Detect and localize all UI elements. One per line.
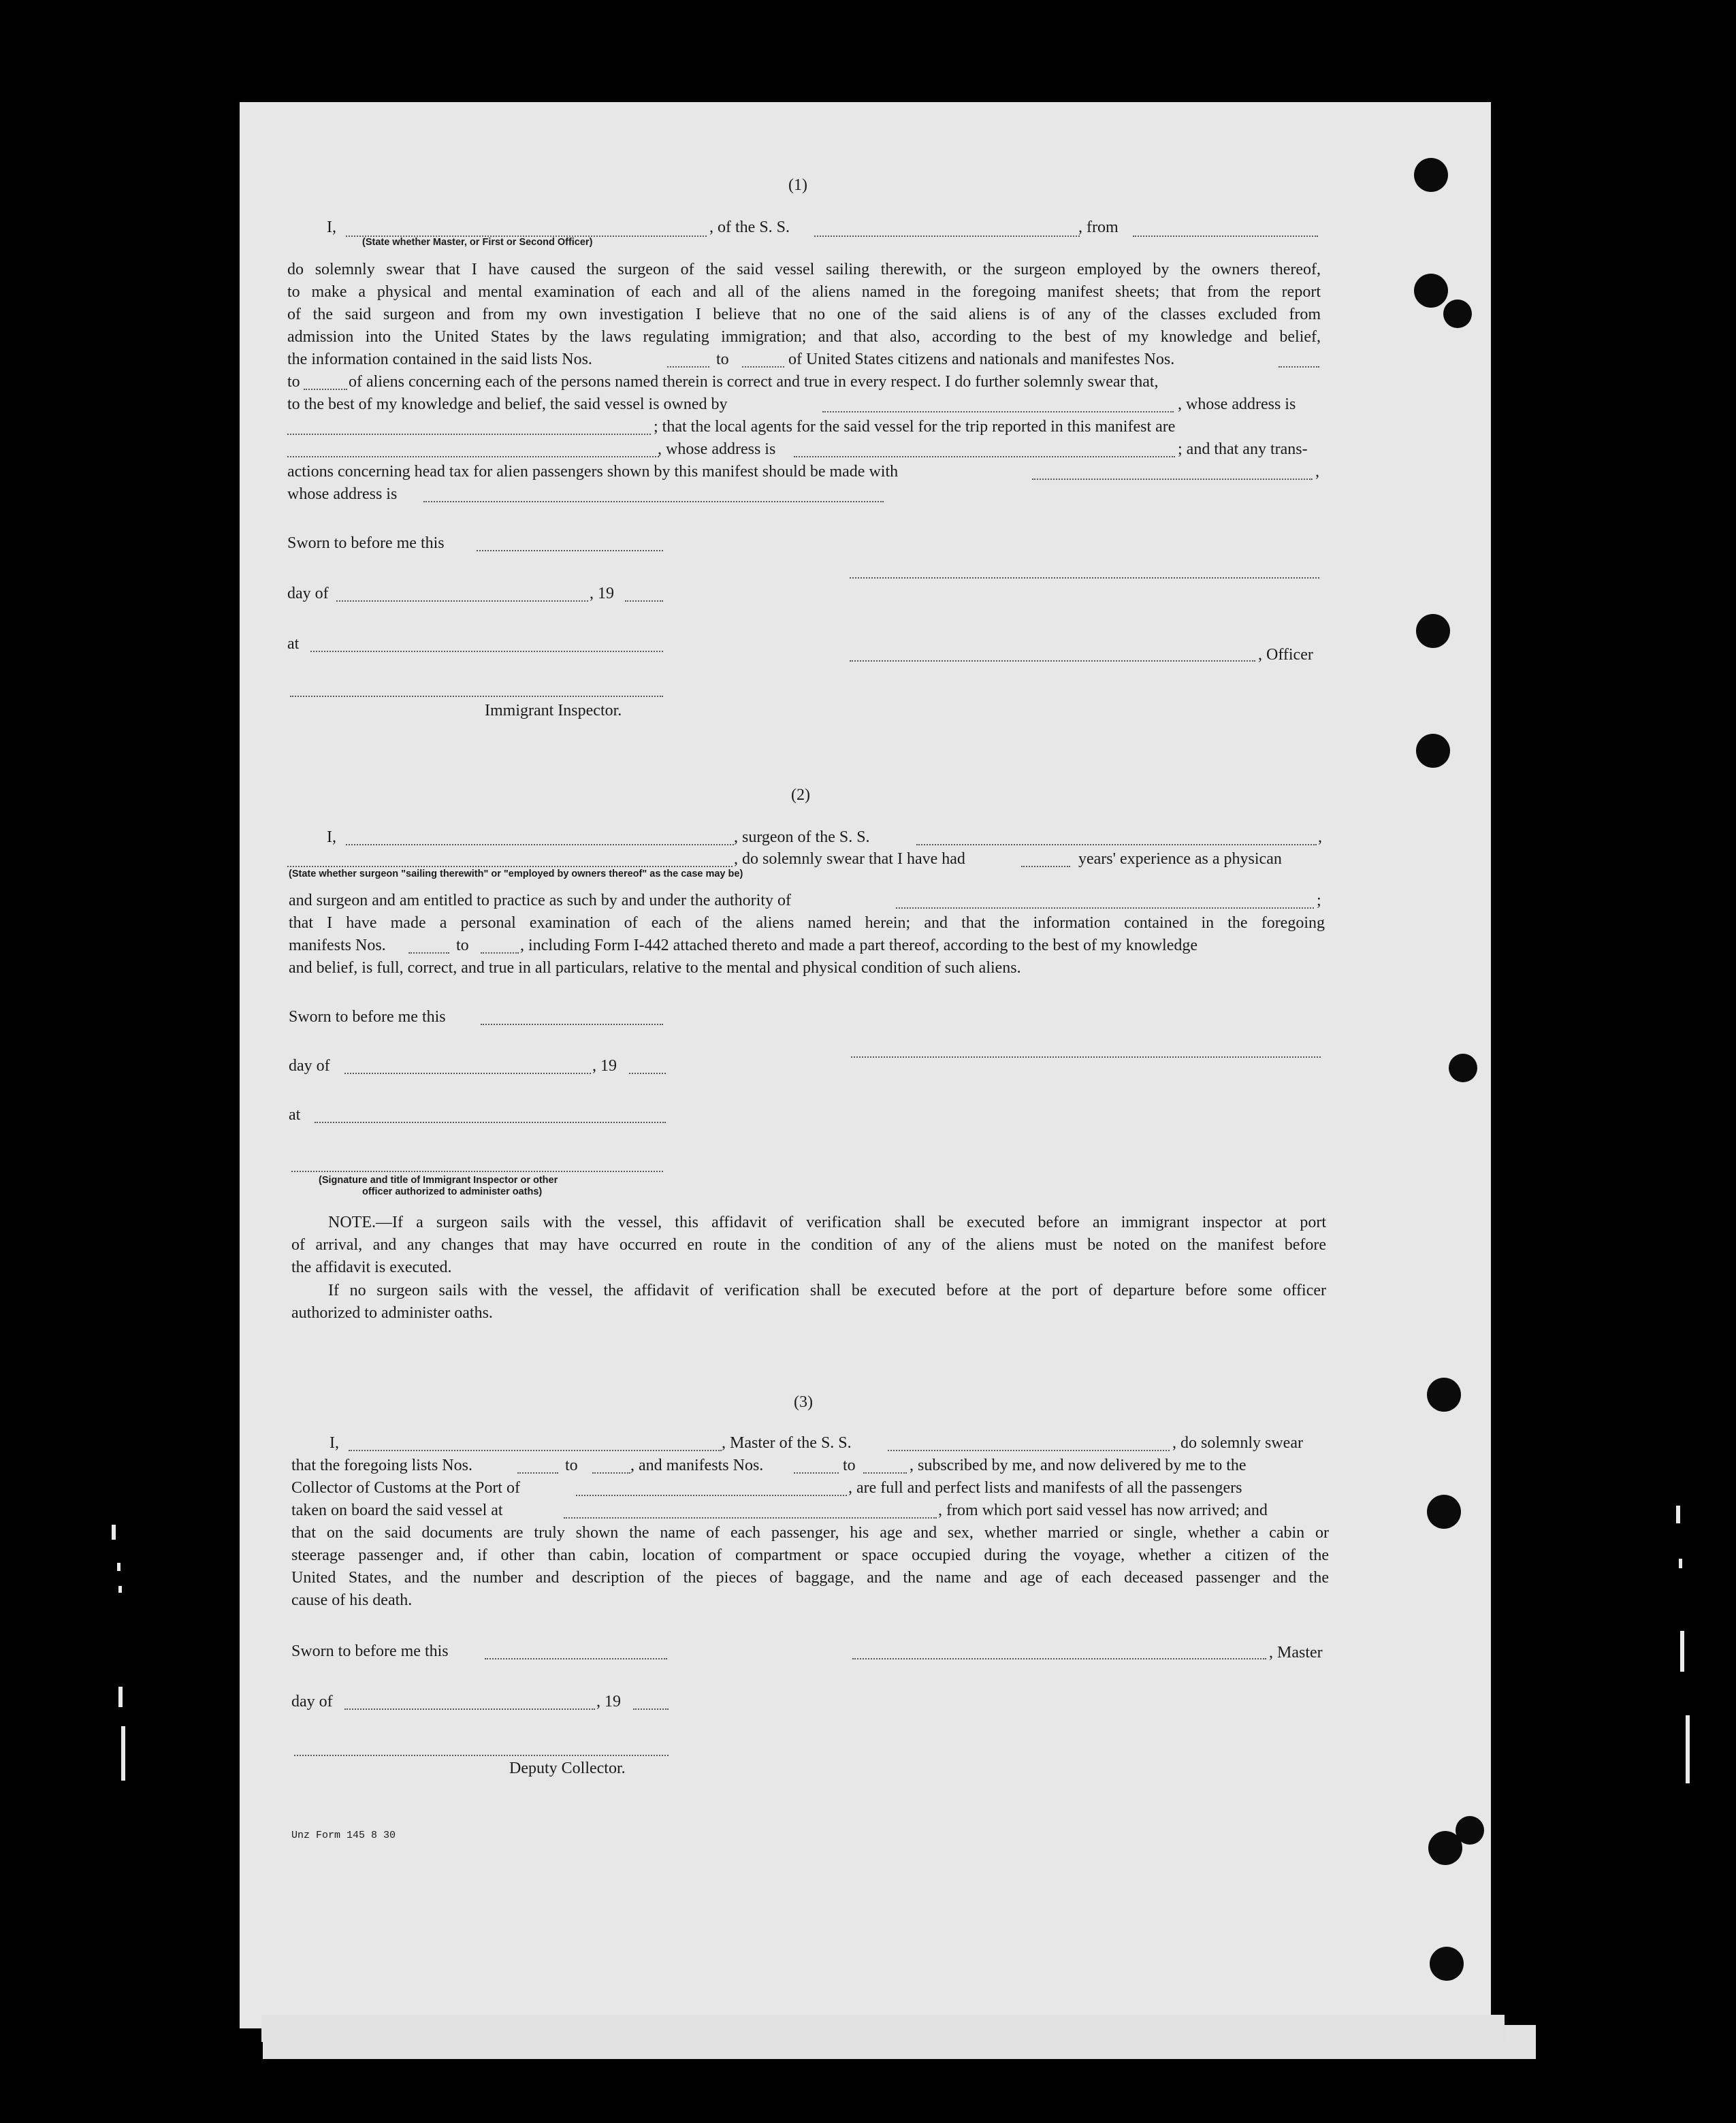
film-edge-mark: [1686, 1715, 1690, 1783]
year-label: , 19: [590, 585, 614, 602]
oath-text: ; that the local agents for the said vessel for the trip reported in this manifest are: [654, 418, 1176, 436]
authority-blank: [896, 907, 1314, 909]
sworn-date-blank: [477, 550, 663, 551]
oath-text: of aliens concerning each of the persons named therein is correct and true in every respect. I do further solemnly swear that,: [349, 373, 1159, 391]
section-number: (3): [794, 1393, 813, 1411]
oath-text: , do solemnly swear: [1172, 1434, 1303, 1452]
oath-paragraph: to make a physical and mental examination of each and all of the aliens named in the foregoing manifest sheets; that from the report: [287, 283, 1321, 301]
form-number: Unz Form 145 8 30: [291, 1830, 396, 1841]
manifests-from-blank: [408, 952, 449, 954]
year-blank: [625, 600, 663, 602]
oath-text: , including Form I-442 attached thereto and made a part thereof, according to the best of my knowledge: [520, 937, 1198, 954]
oath-paragraph: United States, and the number and description of the pieces of baggage, and the name and age of each deceased passenger and the: [291, 1569, 1329, 1587]
oath-text: whose address is: [287, 485, 398, 503]
from-port-blank: [1133, 236, 1318, 237]
year-label: , 19: [596, 1693, 621, 1711]
oath-text: to: [716, 351, 729, 368]
year-blank: [633, 1708, 669, 1710]
punch-hole: [1414, 274, 1448, 308]
oath-text: taken on board the said vessel at: [291, 1502, 503, 1519]
oath-text: , of the S. S.: [709, 218, 790, 236]
oath-paragraph: of the said surgeon and from my own investigation I believe that no one of the said aliens is of any of the classes excluded from: [287, 306, 1321, 323]
years-blank: [1021, 866, 1070, 867]
agents-address-blank: [794, 456, 1175, 457]
field-caption: (State whether Master, or First or Second Officer): [362, 237, 593, 248]
punch-hole: [1416, 614, 1450, 648]
day-of-label: day of: [289, 1057, 330, 1075]
manifests-from-blank: [1279, 366, 1319, 368]
note-paragraph: of arrival, and any changes that may have occurred en route in the condition of any of the aliens must be noted on the manifest before: [291, 1236, 1326, 1254]
field-caption: (State whether surgeon "sailing therewith" or "employed by owners thereof" as the case may be): [289, 869, 743, 879]
oath-text: I,: [327, 218, 336, 236]
sworn-label: Sworn to before me this: [291, 1642, 449, 1660]
at-label: at: [289, 1106, 301, 1124]
oath-text: ;: [1317, 892, 1321, 909]
inspector-signature-blank: [291, 1171, 663, 1172]
officer-label: , Officer: [1258, 646, 1313, 664]
oath-text: ; and that any trans-: [1178, 440, 1308, 458]
manifests-to-blank: [481, 952, 519, 954]
oath-paragraph: do solemnly swear that I have caused the surgeon of the said vessel sailing therewith, or the surgeon employed by the owners thereof,: [287, 261, 1321, 278]
day-of-blank: [344, 1073, 591, 1074]
oath-text: to: [287, 373, 300, 391]
deputy-signature-blank: [294, 1755, 669, 1756]
oath-text: to: [843, 1457, 856, 1474]
note-paragraph: authorized to administer oaths.: [291, 1304, 493, 1322]
lists-from-blank: [667, 366, 709, 368]
deputy-label: Deputy Collector.: [509, 1760, 626, 1777]
oath-text: years' experience as a physican: [1078, 850, 1282, 868]
master-name-blank: [349, 1450, 722, 1451]
surgeon-status-blank: [287, 866, 733, 867]
oath-paragraph: that on the said documents are truly shown the name of each passenger, his age and sex, whether married or single, whether a cabin or: [291, 1524, 1329, 1542]
oath-paragraph: admission into the United States by the laws regulating immigration; and that also, according to the best of my knowledge and belief,: [287, 328, 1321, 346]
punch-hole: [1443, 299, 1472, 328]
oath-text: I,: [327, 828, 336, 846]
day-of-label: day of: [291, 1693, 333, 1711]
punch-hole: [1449, 1054, 1477, 1082]
film-edge-mark: [112, 1525, 116, 1540]
film-edge-mark: [121, 1726, 125, 1781]
boarding-port-blank: [564, 1517, 937, 1519]
oath-text: , Master of the S. S.: [722, 1434, 852, 1452]
surgeon-name-blank: [346, 844, 734, 845]
oath-text: , are full and perfect lists and manifests of all the passengers: [848, 1479, 1242, 1497]
oath-text: , from which port said vessel has now arrived; and: [938, 1502, 1268, 1519]
master-label: , Master: [1269, 1644, 1323, 1662]
oath-text: ,: [1315, 463, 1319, 481]
oath-text: to: [456, 937, 469, 954]
film-edge-mark: [1679, 1559, 1682, 1568]
lists-to-blank: [742, 366, 784, 368]
paper-bottom-edge: [261, 2015, 1505, 2042]
owner-address-blank: [287, 434, 651, 435]
oath-text: , whose address is: [1178, 395, 1296, 413]
head-tax-agent-blank: [1032, 479, 1313, 480]
vessel-name-blank: [888, 1450, 1170, 1451]
year-blank: [629, 1073, 666, 1074]
oath-text: , whose address is: [658, 440, 776, 458]
oath-text: , subscribed by me, and now delivered by me to the: [910, 1457, 1247, 1474]
manifests-from-blank: [794, 1472, 839, 1474]
day-of-blank: [344, 1708, 595, 1710]
officer-title-blank: [850, 660, 1255, 662]
note-paragraph: NOTE.—If a surgeon sails with the vessel, this affidavit of verification shall be executed before an immigrant inspector at port: [328, 1214, 1326, 1231]
lists-to-blank: [592, 1472, 630, 1474]
punch-hole: [1427, 1495, 1461, 1529]
master-signature-blank: [852, 1658, 1266, 1659]
manifests-to-blank: [863, 1472, 907, 1474]
note-paragraph: If no surgeon sails with the vessel, the affidavit of verification shall be executed before at the port of departure before some officer: [328, 1282, 1326, 1299]
oath-text: and belief, is full, correct, and true in all particulars, relative to the mental and physical condition of such aliens.: [289, 959, 1021, 977]
day-of-blank: [336, 600, 588, 602]
vessel-name-blank: [814, 236, 1080, 237]
oath-text: to: [565, 1457, 578, 1474]
oath-text: manifests Nos.: [289, 937, 386, 954]
oath-paragraph: that I have made a personal examination of each of the aliens named herein; and that the information contained in the foregoing: [289, 914, 1325, 932]
oath-text: Collector of Customs at the Port of: [291, 1479, 520, 1497]
punch-hole: [1430, 1947, 1464, 1981]
sworn-label: Sworn to before me this: [287, 534, 445, 552]
oath-text: , surgeon of the S. S.: [734, 828, 870, 846]
oath-paragraph: steerage passenger and, if other than cabin, location of compartment or space occupied during the voyage, whether a citizen of the: [291, 1546, 1329, 1564]
punch-hole: [1456, 1816, 1484, 1845]
film-edge-mark: [1676, 1506, 1680, 1523]
oath-text: the information contained in the said lists Nos.: [287, 351, 592, 368]
punch-hole: [1414, 158, 1448, 192]
sworn-label: Sworn to before me this: [289, 1008, 446, 1026]
oath-text: actions concerning head tax for alien passengers shown by this manifest should be made with: [287, 463, 899, 481]
at-place-blank: [315, 1122, 666, 1123]
day-of-label: day of: [287, 585, 329, 602]
surgeon-signature-blank: [851, 1056, 1321, 1058]
section-number: (1): [788, 176, 807, 194]
oath-text: ,: [1318, 828, 1322, 846]
head-tax-address-blank: [423, 501, 884, 502]
oath-text: , and manifests Nos.: [630, 1457, 764, 1474]
punch-hole: [1427, 1378, 1461, 1412]
inspector-signature-blank: [290, 696, 663, 697]
film-edge-mark: [1680, 1631, 1684, 1672]
section-number: (2): [791, 786, 810, 804]
film-edge-mark: [118, 1687, 123, 1707]
owner-blank: [822, 411, 1174, 412]
manifests-to-blank: [304, 389, 347, 390]
oath-text: I,: [329, 1434, 339, 1452]
port-blank: [576, 1495, 847, 1496]
oath-paragraph: cause of his death.: [291, 1591, 413, 1609]
oath-text: , do solemnly swear that I have had: [734, 850, 965, 868]
oath-text: that the foregoing lists Nos.: [291, 1457, 472, 1474]
oath-text: to the best of my knowledge and belief, the said vessel is owned by: [287, 395, 728, 413]
sworn-date-blank: [485, 1658, 667, 1659]
punch-hole: [1416, 734, 1450, 768]
oath-text: of United States citizens and nationals and manifestes Nos.: [788, 351, 1175, 368]
vessel-name-blank: [916, 844, 1317, 845]
signature-caption: (Signature and title of Immigrant Inspector or other: [319, 1175, 558, 1186]
at-place-blank: [310, 651, 663, 652]
oath-text: and surgeon and am entitled to practice as such by and under the authority of: [289, 892, 791, 909]
signature-caption: officer authorized to administer oaths): [362, 1186, 543, 1197]
year-label: , 19: [592, 1057, 617, 1075]
film-edge-mark: [118, 1586, 122, 1593]
at-label: at: [287, 635, 300, 653]
oath-text: , from: [1078, 218, 1119, 236]
inspector-label: Immigrant Inspector.: [485, 702, 622, 719]
officer-signature-blank: [850, 577, 1319, 579]
sworn-date-blank: [481, 1024, 663, 1025]
film-edge-mark: [117, 1563, 120, 1571]
lists-from-blank: [517, 1472, 558, 1474]
note-paragraph: the affidavit is executed.: [291, 1259, 452, 1276]
agents-blank: [287, 456, 659, 457]
